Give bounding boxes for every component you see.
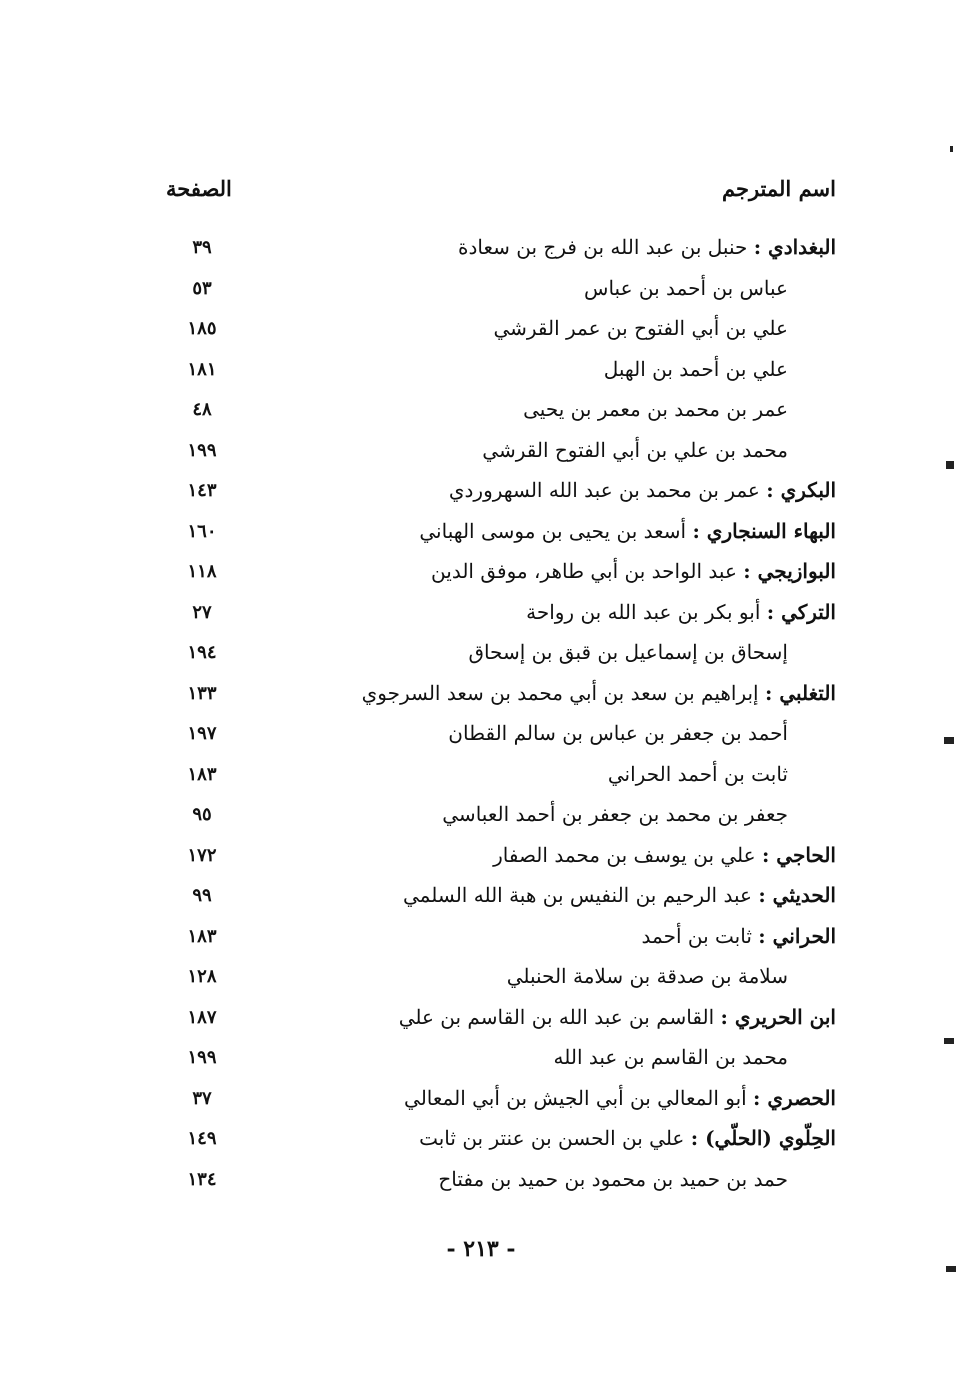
person-name <box>507 962 788 990</box>
index-row <box>160 837 836 878</box>
page-ref: ١٨٣ <box>187 925 217 947</box>
index-row <box>160 634 836 675</box>
index-row <box>160 918 836 959</box>
index-row <box>160 594 836 635</box>
nisba-prefix: ابن الحريري : <box>720 1004 836 1029</box>
page-ref: ١٩٧ <box>187 723 217 744</box>
full-name: علي بن أحمد بن الهبل <box>603 356 788 381</box>
nisba-prefix: الحِلّوي (الحلّي) : <box>690 1126 836 1150</box>
full-name: محمد بن علي بن أبي الفتوح القرشي <box>482 437 788 462</box>
person-name <box>403 881 836 909</box>
person-name <box>523 395 788 423</box>
person-name <box>438 1165 788 1193</box>
person-name <box>449 476 836 504</box>
person-name <box>608 760 788 788</box>
page-ref: ١٨١ <box>187 358 217 380</box>
page-ref: ١٢٨ <box>187 966 217 987</box>
nisba-prefix: البكري : <box>766 478 836 502</box>
name-column-heading: اسم المترجم <box>722 176 836 201</box>
page-ref: ١٤٩ <box>187 1128 217 1149</box>
scan-mark <box>946 1266 956 1272</box>
index-row <box>160 1120 836 1161</box>
nisba-prefix: التركي : <box>766 599 836 624</box>
person-name <box>493 314 788 342</box>
full-name: محمد بن القاسم بن عبد الله <box>553 1045 788 1069</box>
index-row <box>160 958 836 999</box>
page-ref: ١٣٤ <box>187 1168 217 1190</box>
index-row <box>160 715 836 756</box>
table-header <box>160 176 836 216</box>
index-row <box>160 877 836 918</box>
index-row <box>160 513 836 554</box>
scan-mark <box>946 461 954 469</box>
index-row <box>160 351 836 392</box>
full-name: عباس بن أحمد بن عباس <box>584 275 788 300</box>
person-name <box>419 517 836 545</box>
page-ref: ١٦٠ <box>187 520 217 542</box>
person-name <box>482 436 788 464</box>
page-ref: ١٧٢ <box>187 844 217 866</box>
nisba-prefix: البغدادي : <box>753 235 836 259</box>
full-name: عبد الواحد بن أبي طاهر، موفق الدين <box>431 559 737 583</box>
page-ref: ٢٧ <box>192 601 212 623</box>
index-row <box>160 229 836 270</box>
page-ref: ١٣٣ <box>187 682 217 704</box>
page-ref: ١٩٩ <box>187 1047 217 1068</box>
page-ref: ٣٩ <box>192 237 212 258</box>
full-name: أبو المعالي بن أبي الجيش بن أبي المعالي <box>404 1085 747 1110</box>
index-row <box>160 472 836 513</box>
index-row <box>160 999 836 1040</box>
page-column-heading: الصفحة <box>166 176 232 201</box>
person-name <box>448 719 788 747</box>
full-name: سلامة بن صدقة بن سلامة الحنبلي <box>506 964 788 988</box>
nisba-prefix: الحديثي : <box>758 883 836 907</box>
person-name <box>526 598 836 626</box>
full-name: أبو بكر بن عبد الله بن رواحة <box>526 599 761 624</box>
page-ref: ١٨٣ <box>187 763 217 785</box>
page-ref: ٩٥ <box>192 804 212 825</box>
full-name: القاسم بن عبد الله بن القاسم بن علي <box>398 1004 715 1029</box>
person-name <box>404 1084 836 1112</box>
index-row <box>160 1039 836 1080</box>
nisba-prefix: البوازيجي : <box>743 559 836 583</box>
person-name <box>493 841 836 869</box>
full-name: أسعد بن يحيى بن موسى الهباني <box>419 518 687 543</box>
scan-mark <box>944 737 954 744</box>
page-ref: ٩٩ <box>192 885 212 906</box>
page-ref: ١٤٣ <box>187 480 217 501</box>
full-name: علي بن يوسف بن محمد الصفار <box>493 842 756 867</box>
page-ref: ٥٣ <box>192 277 212 299</box>
full-name: جعفر بن محمد بن جعفر بن أحمد العباسي <box>442 802 788 826</box>
person-name <box>642 922 836 950</box>
scan-mark <box>944 1038 954 1044</box>
nisba-prefix: البهاء السنجاري : <box>692 518 836 543</box>
page-ref: ١٩٤ <box>187 642 217 663</box>
person-name <box>362 679 836 707</box>
index-list <box>160 229 836 1201</box>
full-name: حمد بن حميد بن محمود بن حميد بن مفتاح <box>438 1166 788 1191</box>
index-row <box>160 1080 836 1121</box>
person-name <box>604 355 788 383</box>
page-ref: ١٨٥ <box>187 318 217 339</box>
index-row <box>160 756 836 797</box>
person-name <box>468 638 788 666</box>
index-row <box>160 675 836 716</box>
full-name: إسحاق بن إسماعيل بن قبق بن إسحاق <box>468 640 788 664</box>
full-name: ثابت بن أحمد الحراني <box>607 761 788 786</box>
person-name <box>431 557 836 585</box>
index-row <box>160 432 836 473</box>
person-name <box>442 800 788 828</box>
full-name: عبد الرحيم بن النفيس بن هبة الله السلمي <box>403 883 752 907</box>
nisba-prefix: الحاجي : <box>761 842 836 867</box>
index-row <box>160 553 836 594</box>
page-ref: ١٩٩ <box>187 439 217 461</box>
full-name: أحمد بن جعفر بن عباس بن سالم القطان <box>448 721 788 745</box>
full-name: عمر بن محمد بن عبد الله السهروردي <box>448 478 760 502</box>
index-row <box>160 1161 836 1202</box>
full-name: عمر بن محمد بن معمر بن يحيى <box>523 397 788 421</box>
full-name: إبراهيم بن سعد بن أبي محمد بن سعد السرجوي <box>361 680 759 705</box>
full-name: علي بن الحسن بن عنتر بن ثابت <box>419 1126 685 1150</box>
nisba-prefix: الحصري : <box>753 1085 836 1110</box>
person-name <box>554 1043 788 1071</box>
page-ref: ٤٨ <box>192 399 212 420</box>
nisba-prefix: الحراني : <box>758 923 836 948</box>
full-name: ثابت بن أحمد <box>641 923 752 948</box>
index-row <box>160 391 836 432</box>
page-ref: ٣٧ <box>192 1087 212 1109</box>
index-row <box>160 270 836 311</box>
index-row <box>160 796 836 837</box>
full-name: علي بن أبي الفتوح بن عمر القرشي <box>493 316 788 340</box>
person-name <box>399 1003 836 1031</box>
index-row <box>160 310 836 351</box>
person-name <box>419 1124 836 1152</box>
page-number: - ٢١٣ - <box>446 1236 516 1262</box>
page-ref: ١١٨ <box>187 561 217 582</box>
person-name <box>458 233 836 261</box>
nisba-prefix: التغلبي : <box>764 680 836 705</box>
full-name: حنبل بن عبد الله بن فرج بن سعادة <box>458 235 748 259</box>
scan-mark <box>950 146 953 152</box>
person-name <box>584 274 788 302</box>
page-ref: ١٨٧ <box>187 1006 217 1028</box>
